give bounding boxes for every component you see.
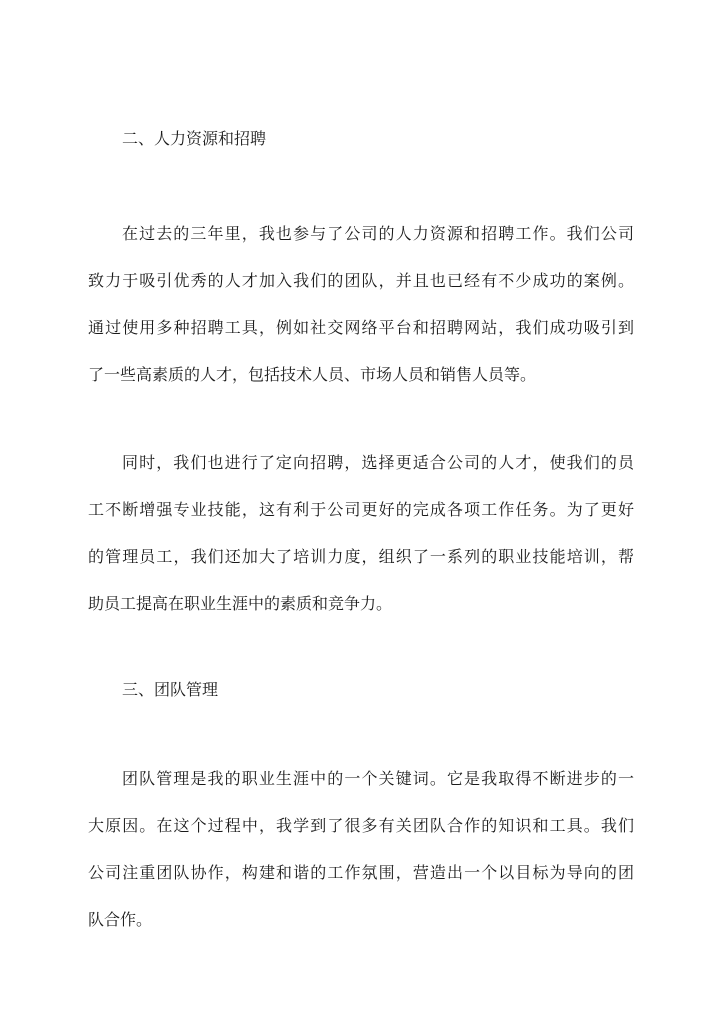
paragraph-line: 了一些高素质的人才，包括技术人员、市场人员和销售人员等。 bbox=[88, 365, 537, 384]
paragraph-line: 通过使用多种招聘工具，例如社交网络平台和招聘网站，我们成功吸引到 bbox=[88, 318, 634, 337]
paragraph-line: 的管理员工，我们还加大了培训力度，组织了一系列的职业技能培训，帮 bbox=[88, 547, 634, 566]
paragraph-line: 助员工提高在职业生涯中的素质和竞争力。 bbox=[88, 594, 393, 613]
paragraph-line: 同时，我们也进行了定向招聘，选择更适合公司的人才，使我们的员 bbox=[122, 453, 634, 472]
paragraph-line: 公司注重团队协作，构建和谐的工作氛围，营造出一个以目标为导向的团 bbox=[88, 863, 634, 882]
section-heading-hr-recruitment: 二、人力资源和招聘 bbox=[122, 129, 267, 148]
paragraph-line: 大原因。在这个过程中，我学到了很多有关团队合作的知识和工具。我们 bbox=[88, 816, 634, 835]
paragraph-hr-recruitment-1 bbox=[88, 210, 634, 398]
paragraph-line: 在过去的三年里，我也参与了公司的人力资源和招聘工作。我们公司 bbox=[122, 224, 634, 243]
paragraph-line: 队合作。 bbox=[88, 910, 153, 929]
section-heading-team-management: 三、团队管理 bbox=[122, 680, 219, 699]
paragraph-line: 团队管理是我的职业生涯中的一个关键词。它是我取得不断进步的一 bbox=[122, 769, 634, 788]
paragraph-team-management-1 bbox=[88, 755, 634, 943]
paragraph-line: 工不断增强专业技能，这有利于公司更好的完成各项工作任务。为了更好 bbox=[88, 500, 634, 519]
paragraph-hr-recruitment-2 bbox=[88, 439, 634, 627]
paragraph-line: 致力于吸引优秀的人才加入我们的团队，并且也已经有不少成功的案例。 bbox=[88, 271, 634, 290]
